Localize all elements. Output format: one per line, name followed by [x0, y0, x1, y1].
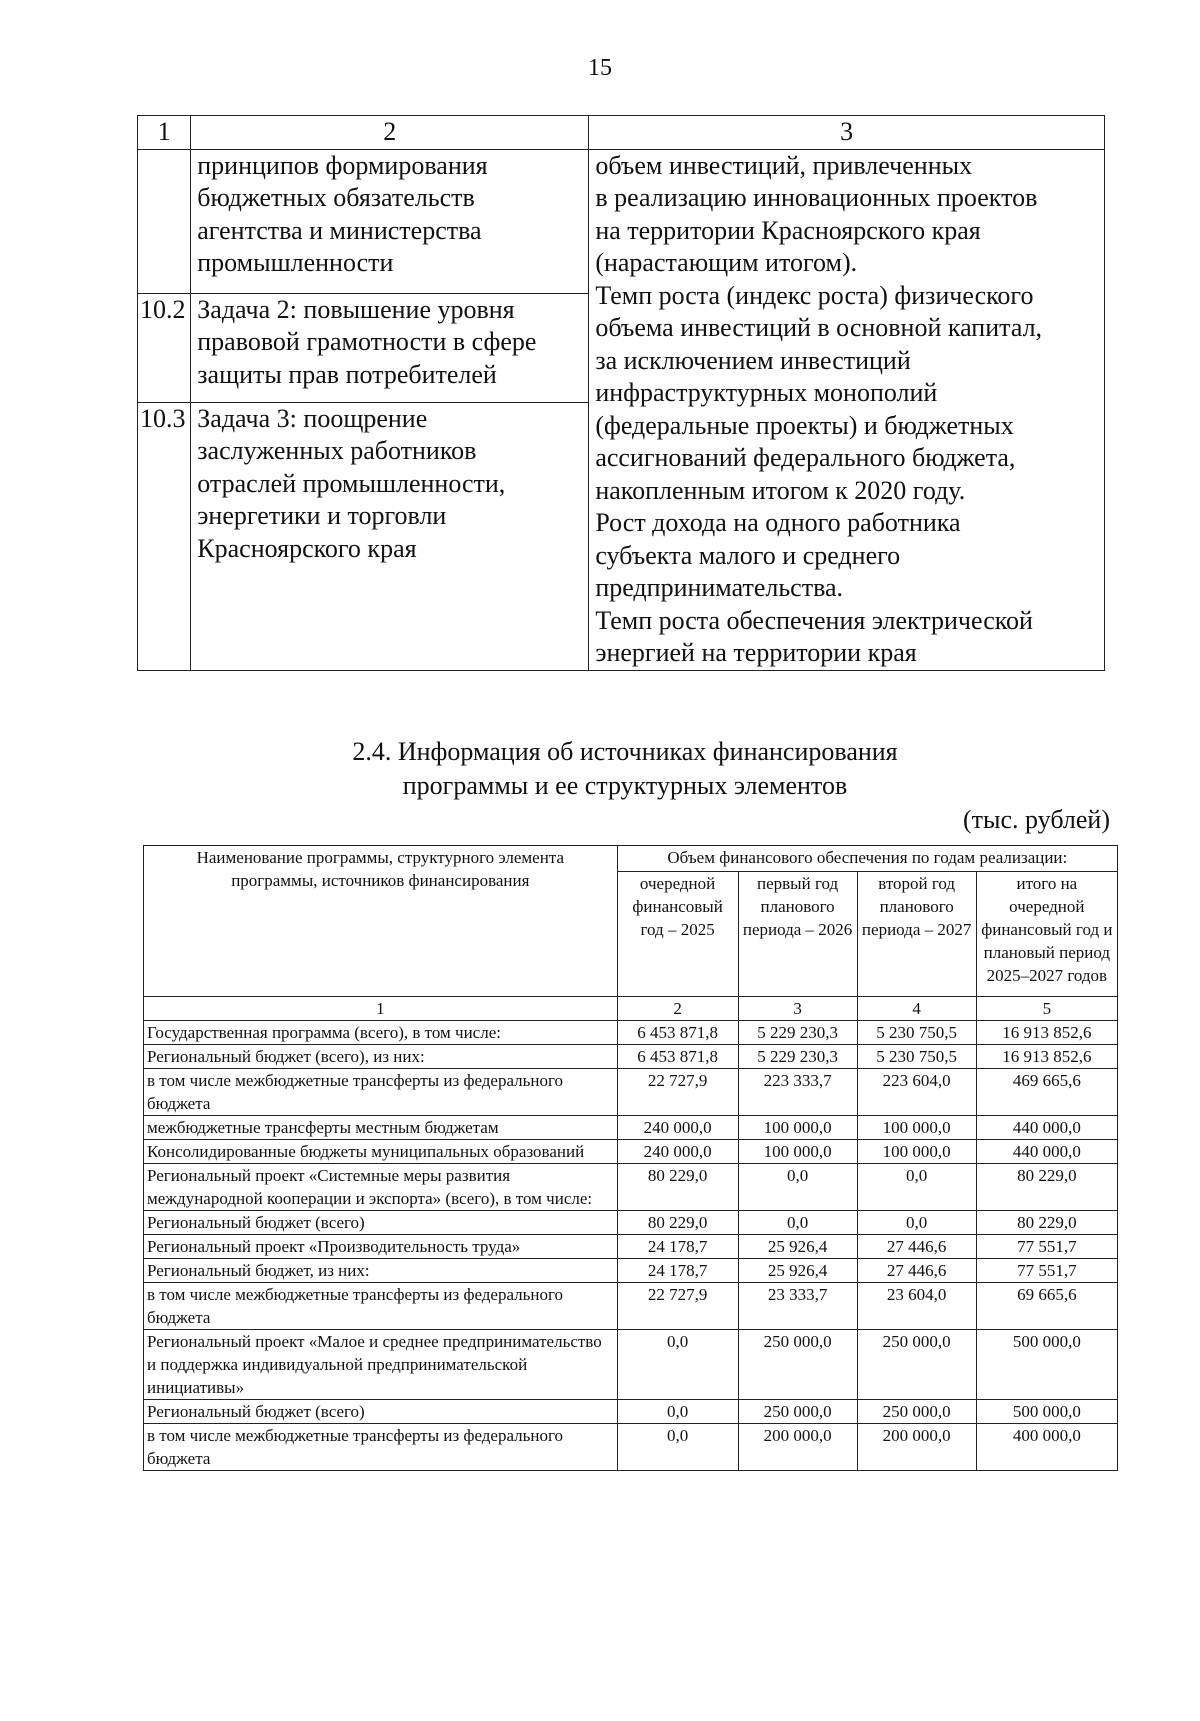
row-number: 10.3: [138, 402, 191, 670]
text-line: объема инвестиций в основной капитал,: [595, 313, 1043, 342]
value-cell: 0,0: [857, 1211, 976, 1235]
value-cell: 500 000,0: [976, 1330, 1117, 1400]
text-line: заслуженных работников: [197, 436, 477, 465]
value-cell: 80 229,0: [617, 1211, 738, 1235]
table-row: [144, 1424, 1118, 1471]
task-cell: [191, 293, 589, 402]
value-cell: 440 000,0: [976, 1116, 1117, 1140]
table-header-row: [138, 116, 1105, 150]
header-name-cell: Наименование программы, структурного элемента программы, источников финансирования: [144, 846, 618, 997]
value-cell: 250 000,0: [738, 1400, 857, 1424]
value-cell: 16 913 852,6: [976, 1021, 1117, 1045]
table-row: [144, 1330, 1118, 1400]
value-cell: 100 000,0: [738, 1140, 857, 1164]
value-cell: 23 604,0: [857, 1283, 976, 1330]
text-line: агентства и министерства: [197, 215, 482, 245]
value-cell: 0,0: [857, 1164, 976, 1211]
row-number: [138, 149, 191, 293]
row-name-cell: Региональный бюджет, из них:: [144, 1259, 618, 1283]
text-line: Рост дохода на одного работника: [595, 508, 961, 537]
row-name-cell: Государственная программа (всего), в том числе:: [144, 1021, 618, 1045]
section-title: [0, 735, 1200, 803]
value-cell: 22 727,9: [617, 1069, 738, 1116]
value-cell: 200 000,0: [738, 1424, 857, 1471]
row-number: 10.2: [138, 293, 191, 402]
text-line: объем инвестиций, привлеченных: [595, 150, 973, 180]
header-group-cell: Объем финансового обеспечения по годам реализации:: [617, 846, 1117, 872]
value-cell: 16 913 852,6: [976, 1045, 1117, 1069]
text-line: предпринимательства.: [595, 573, 844, 602]
value-cell: 0,0: [617, 1424, 738, 1471]
value-cell: 22 727,9: [617, 1283, 738, 1330]
task-cell: [191, 149, 589, 293]
column-number: 4: [857, 997, 976, 1021]
text-line: промышленности: [197, 248, 394, 277]
table-row: [144, 1259, 1118, 1283]
column-number: 3: [738, 997, 857, 1021]
value-cell: 500 000,0: [976, 1400, 1117, 1424]
header-cell: второй год планового периода – 2027: [857, 871, 976, 996]
row-name-cell: Консолидированные бюджеты муниципальных образований: [144, 1140, 618, 1164]
text-line: энергией на территории края: [595, 638, 917, 667]
row-name-cell: в том числе межбюджетные трансферты из федерального бюджета: [144, 1283, 618, 1330]
text-line: субъекта малого и среднего: [595, 540, 901, 570]
text-line: Темп роста обеспечения электрической: [595, 605, 1033, 635]
table-row: [144, 1140, 1118, 1164]
row-name-cell: Региональный проект «Системные меры развития международной кооперации и экспорта» (всего), в том числе:: [144, 1164, 618, 1211]
value-cell: 80 229,0: [617, 1164, 738, 1211]
column-number: 5: [976, 997, 1117, 1021]
value-cell: 250 000,0: [857, 1330, 976, 1400]
value-cell: 200 000,0: [857, 1424, 976, 1471]
value-cell: 24 178,7: [617, 1235, 738, 1259]
value-cell: 250 000,0: [857, 1400, 976, 1424]
text-line: Задача 3: поощрение: [197, 403, 428, 433]
value-cell: 27 446,6: [857, 1259, 976, 1283]
text-line: инфраструктурных монополий: [595, 378, 938, 407]
text-line: бюджетных обязательств: [197, 183, 475, 212]
value-cell: 5 230 750,5: [857, 1021, 976, 1045]
row-name-cell: Региональный бюджет (всего), из них:: [144, 1045, 618, 1069]
table-row: [144, 1211, 1118, 1235]
text-line: (федеральные проекты) и бюджетных: [595, 410, 1014, 440]
indicators-cell: [589, 149, 1105, 670]
units-label: (тыс. рублей): [962, 805, 1110, 834]
text-line: Задача 2: повышение уровня: [197, 294, 515, 324]
value-cell: 80 229,0: [976, 1211, 1117, 1235]
header-cell: первый год планового периода – 2026: [738, 871, 857, 996]
table-row: [144, 1021, 1118, 1045]
task-cell: [191, 402, 589, 670]
value-cell: 240 000,0: [617, 1116, 738, 1140]
value-cell: 0,0: [738, 1164, 857, 1211]
text-line: (нарастающим итогом).: [595, 248, 858, 277]
section-title-line: программы и ее структурных элементов: [402, 771, 848, 800]
text-line: энергетики и торговли: [197, 501, 447, 530]
value-cell: 100 000,0: [857, 1140, 976, 1164]
text-line: защиты прав потребителей: [197, 359, 497, 389]
text-line: в реализацию инновационных проектов: [595, 183, 1038, 212]
column-number: 1: [144, 997, 618, 1021]
text-line: накопленным итогом к 2020 году.: [595, 475, 966, 505]
value-cell: 5 229 230,3: [738, 1021, 857, 1045]
value-cell: 77 551,7: [976, 1235, 1117, 1259]
value-cell: 5 229 230,3: [738, 1045, 857, 1069]
column-number: 2: [617, 997, 738, 1021]
value-cell: 400 000,0: [976, 1424, 1117, 1471]
value-cell: 80 229,0: [976, 1164, 1117, 1211]
row-name-cell: Региональный проект «Производительность труда»: [144, 1235, 618, 1259]
row-name-cell: в том числе межбюджетные трансферты из федерального бюджета: [144, 1069, 618, 1116]
text-line: Красноярского края: [197, 533, 417, 563]
value-cell: 469 665,6: [976, 1069, 1117, 1116]
row-name-cell: Региональный бюджет (всего): [144, 1211, 618, 1235]
text-line: за исключением инвестиций: [595, 345, 911, 375]
text-line: ассигнований федерального бюджета,: [595, 443, 1016, 472]
table-row: [144, 1116, 1118, 1140]
value-cell: 5 230 750,5: [857, 1045, 976, 1069]
value-cell: 223 333,7: [738, 1069, 857, 1116]
value-cell: 100 000,0: [857, 1116, 976, 1140]
page-number: 15: [588, 55, 612, 81]
indicators-table: [137, 115, 1105, 671]
header-cell: итого на очередной финансовый год и плановый период 2025–2027 годов: [976, 871, 1117, 996]
table-row: [144, 1283, 1118, 1330]
header-cell: 2: [191, 116, 589, 150]
column-number-row: [144, 997, 1118, 1021]
value-cell: 240 000,0: [617, 1140, 738, 1164]
finance-table: [143, 845, 1118, 1471]
row-name-cell: Региональный бюджет (всего): [144, 1400, 618, 1424]
value-cell: 0,0: [738, 1211, 857, 1235]
text-line: на территории Красноярского края: [595, 215, 981, 245]
value-cell: 223 604,0: [857, 1069, 976, 1116]
value-cell: 69 665,6: [976, 1283, 1117, 1330]
value-cell: 27 446,6: [857, 1235, 976, 1259]
value-cell: 100 000,0: [738, 1116, 857, 1140]
text-line: отраслей промышленности,: [197, 468, 506, 498]
header-cell: 3: [589, 116, 1105, 150]
table-header-row: [144, 846, 1118, 872]
table-row: [144, 1235, 1118, 1259]
value-cell: 25 926,4: [738, 1235, 857, 1259]
table-row: [138, 149, 1105, 293]
row-name-cell: Региональный проект «Малое и среднее предпринимательство и поддержка индивидуальной предпринимательской инициативы»: [144, 1330, 618, 1400]
value-cell: 23 333,7: [738, 1283, 857, 1330]
table-row: [144, 1069, 1118, 1116]
value-cell: 0,0: [617, 1330, 738, 1400]
value-cell: 25 926,4: [738, 1259, 857, 1283]
value-cell: 77 551,7: [976, 1259, 1117, 1283]
finance-rows: [144, 1021, 1118, 1471]
header-cell: очередной финансовый год – 2025: [617, 871, 738, 996]
text-line: Темп роста (индекс роста) физического: [595, 280, 1034, 310]
text-line: принципов формирования: [197, 150, 488, 180]
value-cell: 24 178,7: [617, 1259, 738, 1283]
table-row: [144, 1164, 1118, 1211]
value-cell: 6 453 871,8: [617, 1045, 738, 1069]
table-row: [144, 1045, 1118, 1069]
section-title-line: 2.4. Информация об источниках финансирования: [352, 737, 898, 766]
value-cell: 440 000,0: [976, 1140, 1117, 1164]
row-name-cell: межбюджетные трансферты местным бюджетам: [144, 1116, 618, 1140]
value-cell: 250 000,0: [738, 1330, 857, 1400]
header-cell: 1: [138, 116, 191, 150]
table-row: [144, 1400, 1118, 1424]
value-cell: 0,0: [617, 1400, 738, 1424]
value-cell: 6 453 871,8: [617, 1021, 738, 1045]
row-name-cell: в том числе межбюджетные трансферты из федерального бюджета: [144, 1424, 618, 1471]
text-line: правовой грамотности в сфере: [197, 327, 537, 357]
